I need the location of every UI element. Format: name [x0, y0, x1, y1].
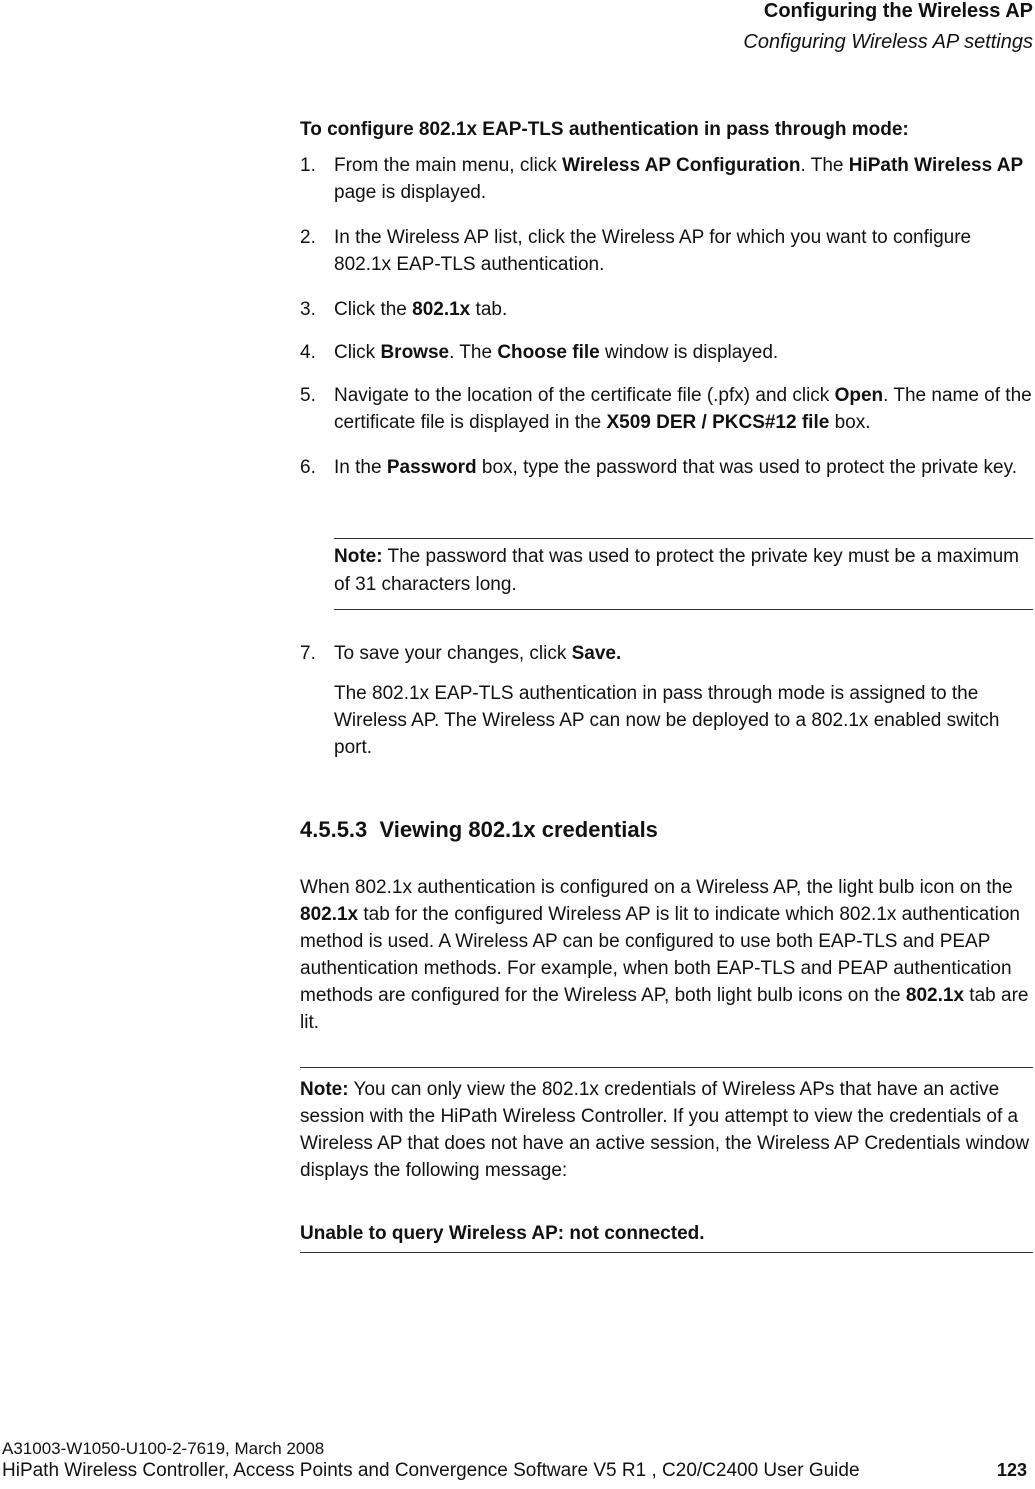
note-label: Note:: [300, 1079, 349, 1100]
procedure-step: [300, 640, 1033, 667]
procedure-result: The 802.1x EAP-TLS authentication in pass through mode is assigned to the Wireless AP. The Wireless AP can now be deployed to a 802.1x enabled switch port.: [334, 683, 1000, 758]
error-message-text: Unable to query Wireless AP: not connected.: [300, 1223, 705, 1244]
footer-guide-title: HiPath Wireless Controller, Access Points and Convergence Software V5 R1 , C20/C2400 User Guide: [2, 1460, 860, 1481]
running-header-section: Configuring Wireless AP settings: [743, 31, 1033, 53]
procedure-step: [300, 152, 1033, 206]
procedure-step: [300, 339, 1033, 366]
step-text: From the main menu, click Wireless AP Configuration. The HiPath Wireless AP page is displayed.: [334, 155, 1024, 203]
step-text: Click the 802.1x tab.: [334, 299, 508, 320]
footer-doc-id: A31003-W1050-U100-2-7619, March 2008: [2, 1439, 325, 1458]
section-heading: [300, 817, 658, 843]
procedure-title: To configure 802.1x EAP-TLS authentication in pass through mode:: [300, 119, 909, 140]
step-number: 3.: [300, 299, 316, 320]
note-text: Note: You can only view the 802.1x credentials of Wireless APs that have an active session with the HiPath Wireless Controller. If you attempt to view the credentials of a Wireless AP that does not have an active session, the Wireless AP Credentials window displays the following message:: [300, 1079, 1030, 1181]
procedure-step: [300, 296, 1033, 323]
procedure-step: [300, 224, 1033, 278]
page-number: 123: [997, 1460, 1028, 1480]
step-number: 6.: [300, 457, 316, 478]
step-text: To save your changes, click Save.: [334, 643, 622, 664]
step-number: 1.: [300, 155, 316, 176]
step-text: Click Browse. The Choose file window is displayed.: [334, 342, 779, 363]
procedure-step: [300, 382, 1033, 436]
note-label: Note:: [334, 546, 383, 567]
running-header-chapter: Configuring the Wireless AP: [763, 0, 1033, 22]
section-paragraph: When 802.1x authentication is configured on a Wireless AP, the light bulb icon on the 802.1x tab for the configured Wireless AP is lit to indicate which 802.1x authentication method is used. A Wireless AP can be configured to use both EAP-TLS and PEAP authentication methods. For example, when both EAP-TLS and PEAP authentication methods are configured for the Wireless AP, both light bulb icons on the 802.1x tab are lit.: [300, 877, 1029, 1033]
step-number: 2.: [300, 227, 316, 248]
step-text: In the Password box, type the password that was used to protect the private key.: [334, 457, 1017, 478]
note-text: Note: The password that was used to protect the private key must be a maximum of 31 characters long.: [334, 546, 1020, 595]
section-number: 4.5.5.3: [300, 817, 368, 842]
step-text: Navigate to the location of the certificate file (.pfx) and click Open. The name of the certificate file is displayed in the X509 DER / PKCS#12 file box.: [334, 385, 1032, 433]
section-title: Viewing 802.1x credentials: [379, 817, 658, 842]
step-text: In the Wireless AP list, click the Wireless AP for which you want to configure 802.1x EAP-TLS authentication.: [334, 227, 972, 275]
step-number: 4.: [300, 342, 316, 363]
step-number: 5.: [300, 385, 316, 406]
note-box: [300, 1067, 1033, 1253]
procedure-step: [300, 454, 1033, 481]
note-box: [334, 538, 1033, 610]
step-number: 7.: [300, 643, 316, 664]
